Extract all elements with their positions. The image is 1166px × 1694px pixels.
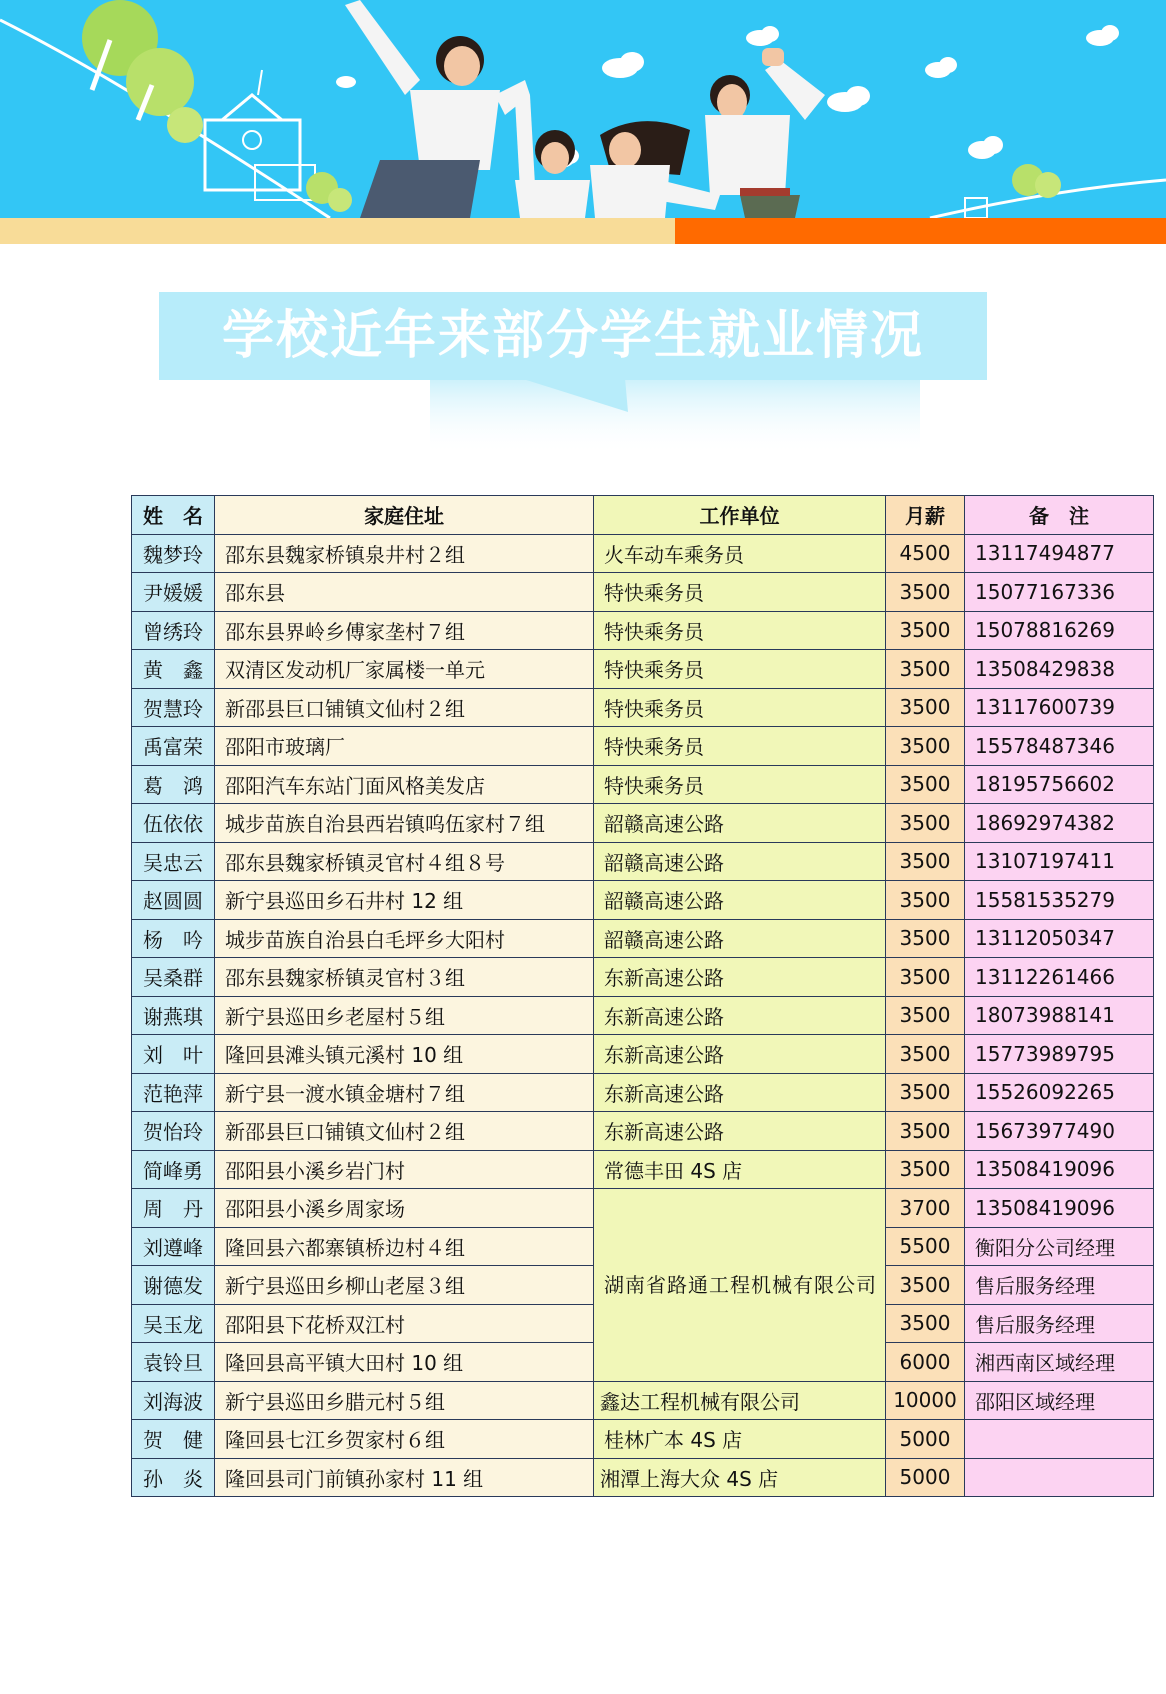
cell-name: 尹媛媛 xyxy=(132,573,215,612)
table-row xyxy=(132,1112,1154,1151)
cell-name: 谢德发 xyxy=(132,1266,215,1305)
cell-name: 范艳萍 xyxy=(132,1073,215,1112)
cell-salary: 3500 xyxy=(886,727,965,766)
cell-name: 赵圆圆 xyxy=(132,881,215,920)
cell-employer: 东新高速公路 xyxy=(594,1112,886,1151)
page-title: 学校近年来部分学生就业情况 xyxy=(221,306,924,366)
cell-address: 隆回县高平镇大田村 10 组 xyxy=(215,1343,594,1382)
cell-salary: 3500 xyxy=(886,881,965,920)
table-header-row xyxy=(132,496,1154,535)
cell-remarks: 13107197411 xyxy=(965,842,1154,881)
cell-name: 刘海波 xyxy=(132,1381,215,1420)
cell-name: 贺怡玲 xyxy=(132,1112,215,1151)
cell-salary: 3700 xyxy=(886,1189,965,1228)
cell-remarks: 18195756602 xyxy=(965,765,1154,804)
cell-address: 邵东县界岭乡傅家垄村７组 xyxy=(215,611,594,650)
cell-remarks xyxy=(965,1458,1154,1497)
cell-remarks: 邵阳区域经理 xyxy=(965,1381,1154,1420)
cell-salary: 5500 xyxy=(886,1227,965,1266)
cell-remarks: 衡阳分公司经理 xyxy=(965,1227,1154,1266)
cell-employer: 湘潭上海大众 4S 店 xyxy=(594,1458,886,1497)
cell-salary: 3500 xyxy=(886,1304,965,1343)
cell-employer: 桂林广本 4S 店 xyxy=(594,1420,886,1459)
cell-employer: 特快乘务员 xyxy=(594,765,886,804)
table-row xyxy=(132,1420,1154,1459)
cell-remarks: 13508419096 xyxy=(965,1150,1154,1189)
cell-address: 新邵县巨口铺镇文仙村２组 xyxy=(215,1112,594,1151)
cell-salary: 3500 xyxy=(886,573,965,612)
table-row xyxy=(132,650,1154,689)
cell-name: 黄 鑫 xyxy=(132,650,215,689)
cell-employer: 鑫达工程机械有限公司 xyxy=(594,1381,886,1420)
cell-remarks: 13112261466 xyxy=(965,958,1154,997)
cell-salary: 5000 xyxy=(886,1420,965,1459)
header-address: 家庭住址 xyxy=(215,496,594,535)
table-row xyxy=(132,842,1154,881)
cell-name: 简峰勇 xyxy=(132,1150,215,1189)
cell-address: 新宁县巡田乡柳山老屋３组 xyxy=(215,1266,594,1305)
table-row xyxy=(132,1458,1154,1497)
cell-remarks: 15077167336 xyxy=(965,573,1154,612)
cell-address: 新宁县一渡水镇金塘村７组 xyxy=(215,1073,594,1112)
cell-name: 禹富荣 xyxy=(132,727,215,766)
cell-name: 谢燕琪 xyxy=(132,996,215,1035)
cell-employer: 韶赣高速公路 xyxy=(594,804,886,843)
cell-salary: 3500 xyxy=(886,765,965,804)
cell-remarks: 13112050347 xyxy=(965,919,1154,958)
cell-remarks: 13508419096 xyxy=(965,1189,1154,1228)
cell-employer: 火车动车乘务员 xyxy=(594,534,886,573)
cell-salary: 3500 xyxy=(886,1266,965,1305)
cell-address: 邵阳汽车东站门面风格美发店 xyxy=(215,765,594,804)
table-row xyxy=(132,881,1154,920)
table-row xyxy=(132,688,1154,727)
cell-address: 新邵县巨口铺镇文仙村２组 xyxy=(215,688,594,727)
table-row xyxy=(132,534,1154,573)
table-row xyxy=(132,573,1154,612)
cell-address: 双清区发动机厂家属楼一单元 xyxy=(215,650,594,689)
cell-salary: 4500 xyxy=(886,534,965,573)
cell-salary: 3500 xyxy=(886,958,965,997)
cell-address: 邵阳市玻璃厂 xyxy=(215,727,594,766)
cell-name: 贺 健 xyxy=(132,1420,215,1459)
cell-address: 新宁县巡田乡腊元村５组 xyxy=(215,1381,594,1420)
cell-remarks: 15078816269 xyxy=(965,611,1154,650)
table-row xyxy=(132,958,1154,997)
cell-name: 孙 炎 xyxy=(132,1458,215,1497)
cell-employer: 东新高速公路 xyxy=(594,1073,886,1112)
cell-employer: 东新高速公路 xyxy=(594,958,886,997)
table-row xyxy=(132,765,1154,804)
cell-remarks: 18073988141 xyxy=(965,996,1154,1035)
cell-remarks: 15581535279 xyxy=(965,881,1154,920)
cell-employer: 特快乘务员 xyxy=(594,688,886,727)
table-row xyxy=(132,1150,1154,1189)
cell-remarks: 15773989795 xyxy=(965,1035,1154,1074)
cell-salary: 3500 xyxy=(886,611,965,650)
cell-employer: 特快乘务员 xyxy=(594,573,886,612)
cell-address: 隆回县六都寨镇桥边村４组 xyxy=(215,1227,594,1266)
cell-address: 隆回县滩头镇元溪村 10 组 xyxy=(215,1035,594,1074)
cell-salary: 3500 xyxy=(886,688,965,727)
cell-name: 袁铃旦 xyxy=(132,1343,215,1382)
cell-address: 新宁县巡田乡石井村 12 组 xyxy=(215,881,594,920)
table-row xyxy=(132,804,1154,843)
cell-address: 邵东县魏家桥镇灵官村３组 xyxy=(215,958,594,997)
cell-name: 吴忠云 xyxy=(132,842,215,881)
cell-remarks: 15578487346 xyxy=(965,727,1154,766)
cell-remarks: 15526092265 xyxy=(965,1073,1154,1112)
cell-name: 刘遵峰 xyxy=(132,1227,215,1266)
cell-employer: 特快乘务员 xyxy=(594,650,886,689)
cell-salary: 3500 xyxy=(886,804,965,843)
table-row xyxy=(132,1035,1154,1074)
cell-name: 贺慧玲 xyxy=(132,688,215,727)
cell-employer: 特快乘务员 xyxy=(594,611,886,650)
cell-salary: 3500 xyxy=(886,1150,965,1189)
table-row xyxy=(132,611,1154,650)
cell-address: 城步苗族自治县白毛坪乡大阳村 xyxy=(215,919,594,958)
cell-employer: 韶赣高速公路 xyxy=(594,842,886,881)
cell-employer: 东新高速公路 xyxy=(594,1035,886,1074)
cell-salary: 3500 xyxy=(886,650,965,689)
cell-salary: 3500 xyxy=(886,919,965,958)
cell-employer-merged: 湖南省路通工程机械有限公司 xyxy=(594,1189,886,1382)
cell-name: 葛 鸿 xyxy=(132,765,215,804)
cell-name: 周 丹 xyxy=(132,1189,215,1228)
cell-name: 曾绣玲 xyxy=(132,611,215,650)
header-employer: 工作单位 xyxy=(594,496,886,535)
cell-remarks: 18692974382 xyxy=(965,804,1154,843)
cell-salary: 3500 xyxy=(886,842,965,881)
table-row xyxy=(132,727,1154,766)
cell-remarks: 13117494877 xyxy=(965,534,1154,573)
table-row xyxy=(132,996,1154,1035)
cell-remarks: 售后服务经理 xyxy=(965,1304,1154,1343)
cell-salary: 3500 xyxy=(886,1035,965,1074)
cell-employer: 韶赣高速公路 xyxy=(594,881,886,920)
cell-name: 伍依依 xyxy=(132,804,215,843)
cell-remarks: 13117600739 xyxy=(965,688,1154,727)
table-row xyxy=(132,1381,1154,1420)
cell-employer: 东新高速公路 xyxy=(594,996,886,1035)
cell-name: 刘 叶 xyxy=(132,1035,215,1074)
cell-address: 邵东县魏家桥镇泉井村２组 xyxy=(215,534,594,573)
header-name: 姓 名 xyxy=(132,496,215,535)
table-row xyxy=(132,1073,1154,1112)
header-salary: 月薪 xyxy=(886,496,965,535)
cell-address: 城步苗族自治县西岩镇呜伍家村７组 xyxy=(215,804,594,843)
cell-address: 邵阳县下花桥双江村 xyxy=(215,1304,594,1343)
cell-salary: 3500 xyxy=(886,996,965,1035)
cell-remarks: 13508429838 xyxy=(965,650,1154,689)
cell-salary: 6000 xyxy=(886,1343,965,1382)
cell-address: 隆回县七江乡贺家村６组 xyxy=(215,1420,594,1459)
cell-employer: 常德丰田 4S 店 xyxy=(594,1150,886,1189)
title-bubble-shadow xyxy=(0,0,1166,460)
cell-address: 邵东县魏家桥镇灵官村４组８号 xyxy=(215,842,594,881)
table-row xyxy=(132,1189,1154,1228)
cell-address: 邵东县 xyxy=(215,573,594,612)
cell-salary: 3500 xyxy=(886,1112,965,1151)
table-row xyxy=(132,919,1154,958)
cell-address: 隆回县司门前镇孙家村 11 组 xyxy=(215,1458,594,1497)
cell-salary: 3500 xyxy=(886,1073,965,1112)
cell-employer: 韶赣高速公路 xyxy=(594,919,886,958)
cell-remarks xyxy=(965,1420,1154,1459)
cell-address: 邵阳县小溪乡岩门村 xyxy=(215,1150,594,1189)
employment-table xyxy=(131,495,1154,1497)
cell-name: 魏梦玲 xyxy=(132,534,215,573)
cell-salary: 5000 xyxy=(886,1458,965,1497)
cell-name: 吴桑群 xyxy=(132,958,215,997)
cell-name: 杨 吟 xyxy=(132,919,215,958)
header-remarks: 备 注 xyxy=(965,496,1154,535)
cell-remarks: 15673977490 xyxy=(965,1112,1154,1151)
cell-remarks: 售后服务经理 xyxy=(965,1266,1154,1305)
cell-address: 新宁县巡田乡老屋村５组 xyxy=(215,996,594,1035)
cell-salary: 10000 xyxy=(886,1381,965,1420)
cell-address: 邵阳县小溪乡周家场 xyxy=(215,1189,594,1228)
cell-remarks: 湘西南区域经理 xyxy=(965,1343,1154,1382)
cell-employer: 特快乘务员 xyxy=(594,727,886,766)
cell-name: 吴玉龙 xyxy=(132,1304,215,1343)
